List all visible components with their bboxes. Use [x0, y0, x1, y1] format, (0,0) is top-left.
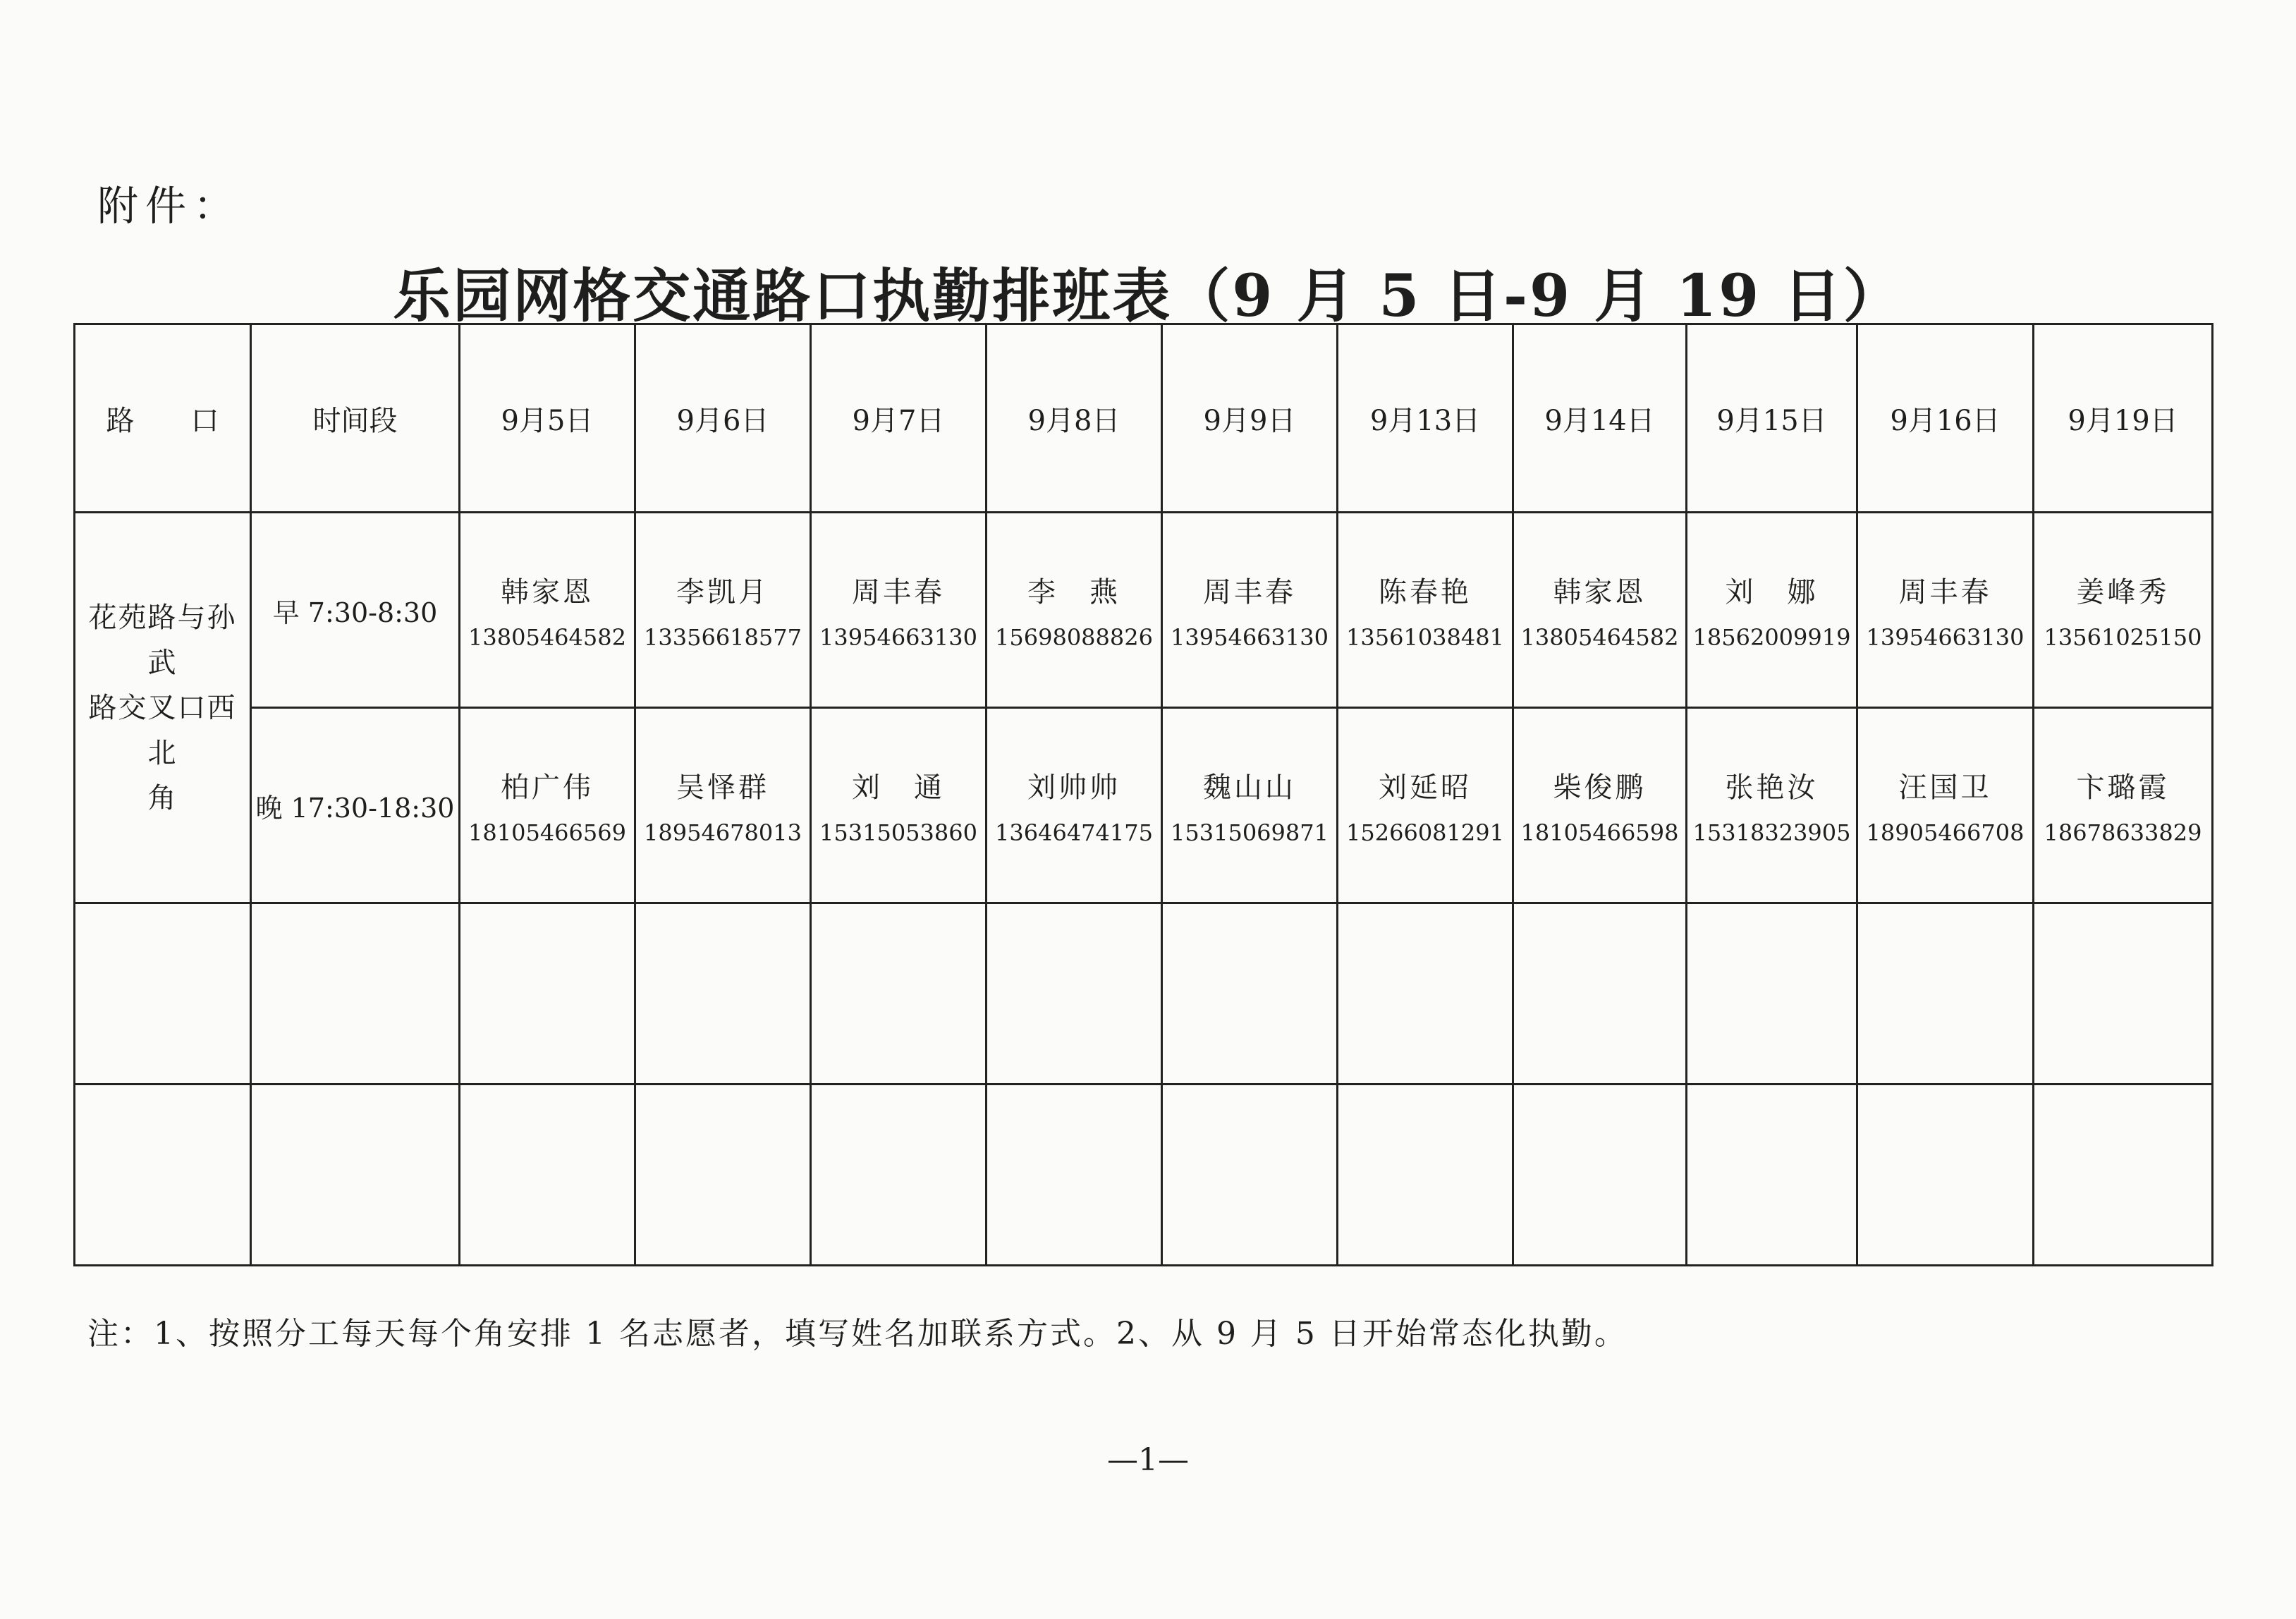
empty-cell — [1687, 1085, 1857, 1266]
volunteer-phone: 15698088826 — [995, 623, 1153, 651]
volunteer-phone: 15266081291 — [1346, 819, 1504, 846]
volunteer-phone: 13356618577 — [644, 623, 802, 651]
duty-cell — [1687, 708, 1857, 903]
location-text: 花苑路与孙武 路交叉口西北 角 — [88, 601, 237, 814]
volunteer-name: 周丰春 — [1203, 575, 1296, 609]
empty-row — [75, 903, 2213, 1085]
duty-cell — [1857, 513, 2034, 708]
empty-cell — [1338, 903, 1513, 1085]
volunteer-phone: 13561038481 — [1346, 623, 1504, 651]
header-date: 9月19日 — [2034, 324, 2213, 513]
empty-cell — [75, 1085, 251, 1266]
volunteer-phone: 18562009919 — [1692, 623, 1851, 651]
duty-cell — [811, 708, 987, 903]
volunteer-phone: 13954663130 — [1171, 623, 1329, 651]
volunteer-name: 周丰春 — [852, 575, 945, 609]
empty-cell — [1857, 1085, 2034, 1266]
volunteer-name: 周丰春 — [1898, 575, 1992, 609]
table-header-row — [75, 324, 2213, 513]
duty-cell — [1513, 708, 1687, 903]
time-slot-cell — [251, 708, 460, 903]
volunteer-name: 姜峰秀 — [2076, 575, 2170, 609]
volunteer-name: 柴俊鹏 — [1553, 771, 1647, 804]
empty-cell — [1162, 1085, 1338, 1266]
volunteer-phone: 13954663130 — [1866, 623, 2025, 651]
header-location: 路 口 — [75, 324, 251, 513]
duty-cell — [2034, 513, 2213, 708]
volunteer-name: 刘帅帅 — [1027, 771, 1120, 804]
volunteer-name: 魏山山 — [1203, 771, 1296, 804]
header-date: 9月5日 — [460, 324, 635, 513]
duty-schedule-table — [73, 323, 2213, 1266]
empty-cell — [987, 903, 1162, 1085]
header-date: 9月16日 — [1857, 324, 2034, 513]
empty-cell — [251, 1085, 460, 1266]
header-time: 时间段 — [251, 324, 460, 513]
location-cell — [75, 513, 251, 903]
volunteer-name: 韩家恩 — [501, 575, 594, 609]
header-date: 9月13日 — [1338, 324, 1513, 513]
header-date: 9月7日 — [811, 324, 987, 513]
page-number: —1— — [1107, 1442, 1189, 1478]
volunteer-phone: 13954663130 — [819, 623, 977, 651]
volunteer-name: 汪国卫 — [1898, 771, 1992, 804]
document-title: 乐园网格交通路口执勤排班表（9 月 5 日-9 月 19 日） — [393, 262, 1903, 330]
header-date: 9月9日 — [1162, 324, 1338, 513]
volunteer-name: 张艳汝 — [1725, 771, 1819, 804]
volunteer-phone: 13646474175 — [995, 819, 1153, 846]
volunteer-phone: 13805464582 — [1520, 623, 1679, 651]
morning-row — [75, 513, 2213, 708]
duty-cell — [1338, 513, 1513, 708]
volunteer-phone: 18105466598 — [1520, 819, 1679, 846]
empty-cell — [987, 1085, 1162, 1266]
empty-cell — [1857, 903, 2034, 1085]
volunteer-name: 李凯月 — [676, 575, 769, 609]
volunteer-name: 韩家恩 — [1553, 575, 1647, 609]
duty-cell — [1162, 708, 1338, 903]
volunteer-name: 刘 娜 — [1725, 575, 1819, 609]
duty-cell — [1162, 513, 1338, 708]
footnote: 注：1、按照分工每天每个角安排 1 名志愿者，填写姓名加联系方式。2、从 9 月 5 日开始常态化执勤。 — [87, 1316, 1628, 1352]
empty-cell — [1338, 1085, 1513, 1266]
volunteer-phone: 18954678013 — [644, 819, 802, 846]
duty-cell — [1338, 708, 1513, 903]
header-date: 9月15日 — [1687, 324, 1857, 513]
volunteer-phone: 13561025150 — [2044, 623, 2202, 651]
duty-cell — [635, 513, 811, 708]
volunteer-name: 陈春艳 — [1379, 575, 1472, 609]
empty-cell — [460, 1085, 635, 1266]
duty-cell — [1513, 513, 1687, 708]
empty-cell — [811, 1085, 987, 1266]
volunteer-name: 刘延昭 — [1379, 771, 1472, 804]
volunteer-phone: 18905466708 — [1866, 819, 2025, 846]
empty-cell — [2034, 1085, 2213, 1266]
duty-cell — [811, 513, 987, 708]
evening-row — [75, 708, 2213, 903]
empty-cell — [635, 903, 811, 1085]
empty-row — [75, 1085, 2213, 1266]
volunteer-phone: 13805464582 — [468, 623, 626, 651]
empty-cell — [1162, 903, 1338, 1085]
volunteer-phone: 18678633829 — [2044, 819, 2202, 846]
empty-cell — [75, 903, 251, 1085]
duty-cell — [987, 708, 1162, 903]
empty-cell — [1513, 903, 1687, 1085]
time-slot-cell — [251, 513, 460, 708]
duty-cell — [460, 513, 635, 708]
empty-cell — [2034, 903, 2213, 1085]
volunteer-name: 柏广伟 — [501, 771, 594, 804]
header-date: 9月6日 — [635, 324, 811, 513]
header-date: 9月8日 — [987, 324, 1162, 513]
empty-cell — [635, 1085, 811, 1266]
duty-cell — [1687, 513, 1857, 708]
empty-cell — [1687, 903, 1857, 1085]
volunteer-phone: 15318323905 — [1692, 819, 1851, 846]
empty-cell — [251, 903, 460, 1085]
volunteer-name: 吴怿群 — [676, 771, 769, 804]
empty-cell — [1513, 1085, 1687, 1266]
volunteer-phone: 15315069871 — [1171, 819, 1329, 846]
volunteer-name: 李 燕 — [1027, 575, 1120, 609]
volunteer-phone: 18105466569 — [468, 819, 626, 846]
attachment-label: 附件： — [97, 182, 242, 230]
duty-cell — [460, 708, 635, 903]
evening-time: 晚 17:30-18:30 — [255, 792, 455, 824]
volunteer-phone: 15315053860 — [819, 819, 977, 846]
volunteer-name: 卞璐霞 — [2076, 771, 2170, 804]
morning-time: 早 7:30-8:30 — [272, 597, 438, 628]
duty-cell — [1857, 708, 2034, 903]
duty-cell — [2034, 708, 2213, 903]
duty-cell — [635, 708, 811, 903]
duty-cell — [987, 513, 1162, 708]
header-date: 9月14日 — [1513, 324, 1687, 513]
empty-cell — [460, 903, 635, 1085]
volunteer-name: 刘 通 — [852, 771, 945, 804]
empty-cell — [811, 903, 987, 1085]
